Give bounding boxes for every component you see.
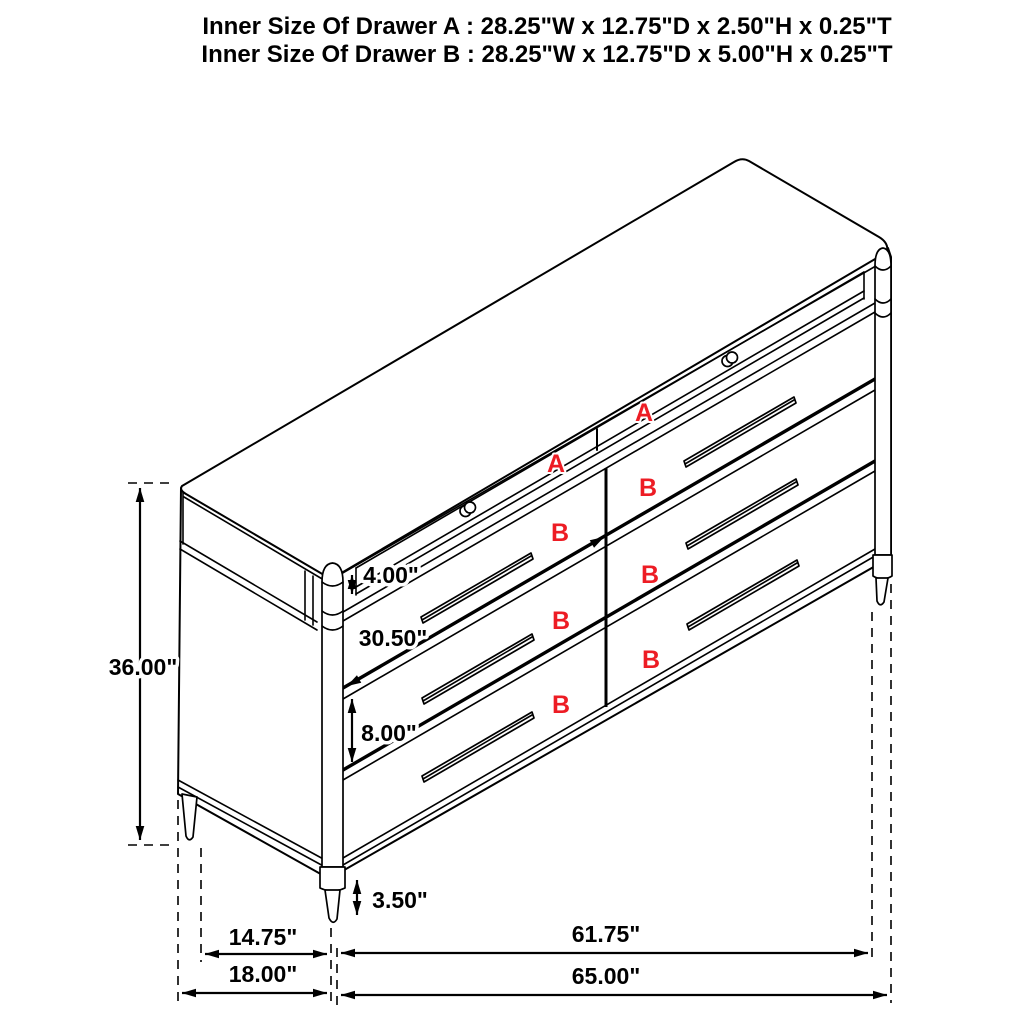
dim-leg-span-depth-label: 14.75" [228,924,298,950]
dim-leg-span-width-label: 61.75" [571,921,641,947]
drawer-label-b-left-2: B [551,607,571,635]
drawer-label-a-right: A [634,399,654,427]
dim-overall-width-label: 65.00" [571,963,641,989]
title-line-2: Inner Size Of Drawer B : 28.25"W x 12.75"D x 5.00"H x 0.25"T [201,41,893,68]
dim-drawer-width-label: 30.50" [358,625,428,651]
drawer-label-a-left: A [546,450,566,478]
dim-drawer-b-height-label: 8.00" [361,720,417,746]
dim-leg-height-label: 3.50" [372,887,428,913]
front-left-post [322,563,343,867]
drawer-label-b-left-1: B [550,519,570,547]
dim-overall-depth-label: 18.00" [228,961,298,987]
dim-drawer-a-height-label: 4.00" [363,562,419,588]
front-right-post [875,248,891,555]
dim-overall-height-label: 36.00" [108,654,178,680]
front-left-foot [320,867,345,891]
title-line-1: Inner Size Of Drawer A : 28.25"W x 12.75"D x 2.50"H x 0.25"T [202,13,892,40]
front-right-foot [873,555,892,579]
drawer-label-b-right-1: B [638,474,658,502]
drawer-label-b-right-2: B [640,561,660,589]
drawer-label-b-left-3: B [551,691,571,719]
drawer-label-b-right-3: B [641,646,661,674]
